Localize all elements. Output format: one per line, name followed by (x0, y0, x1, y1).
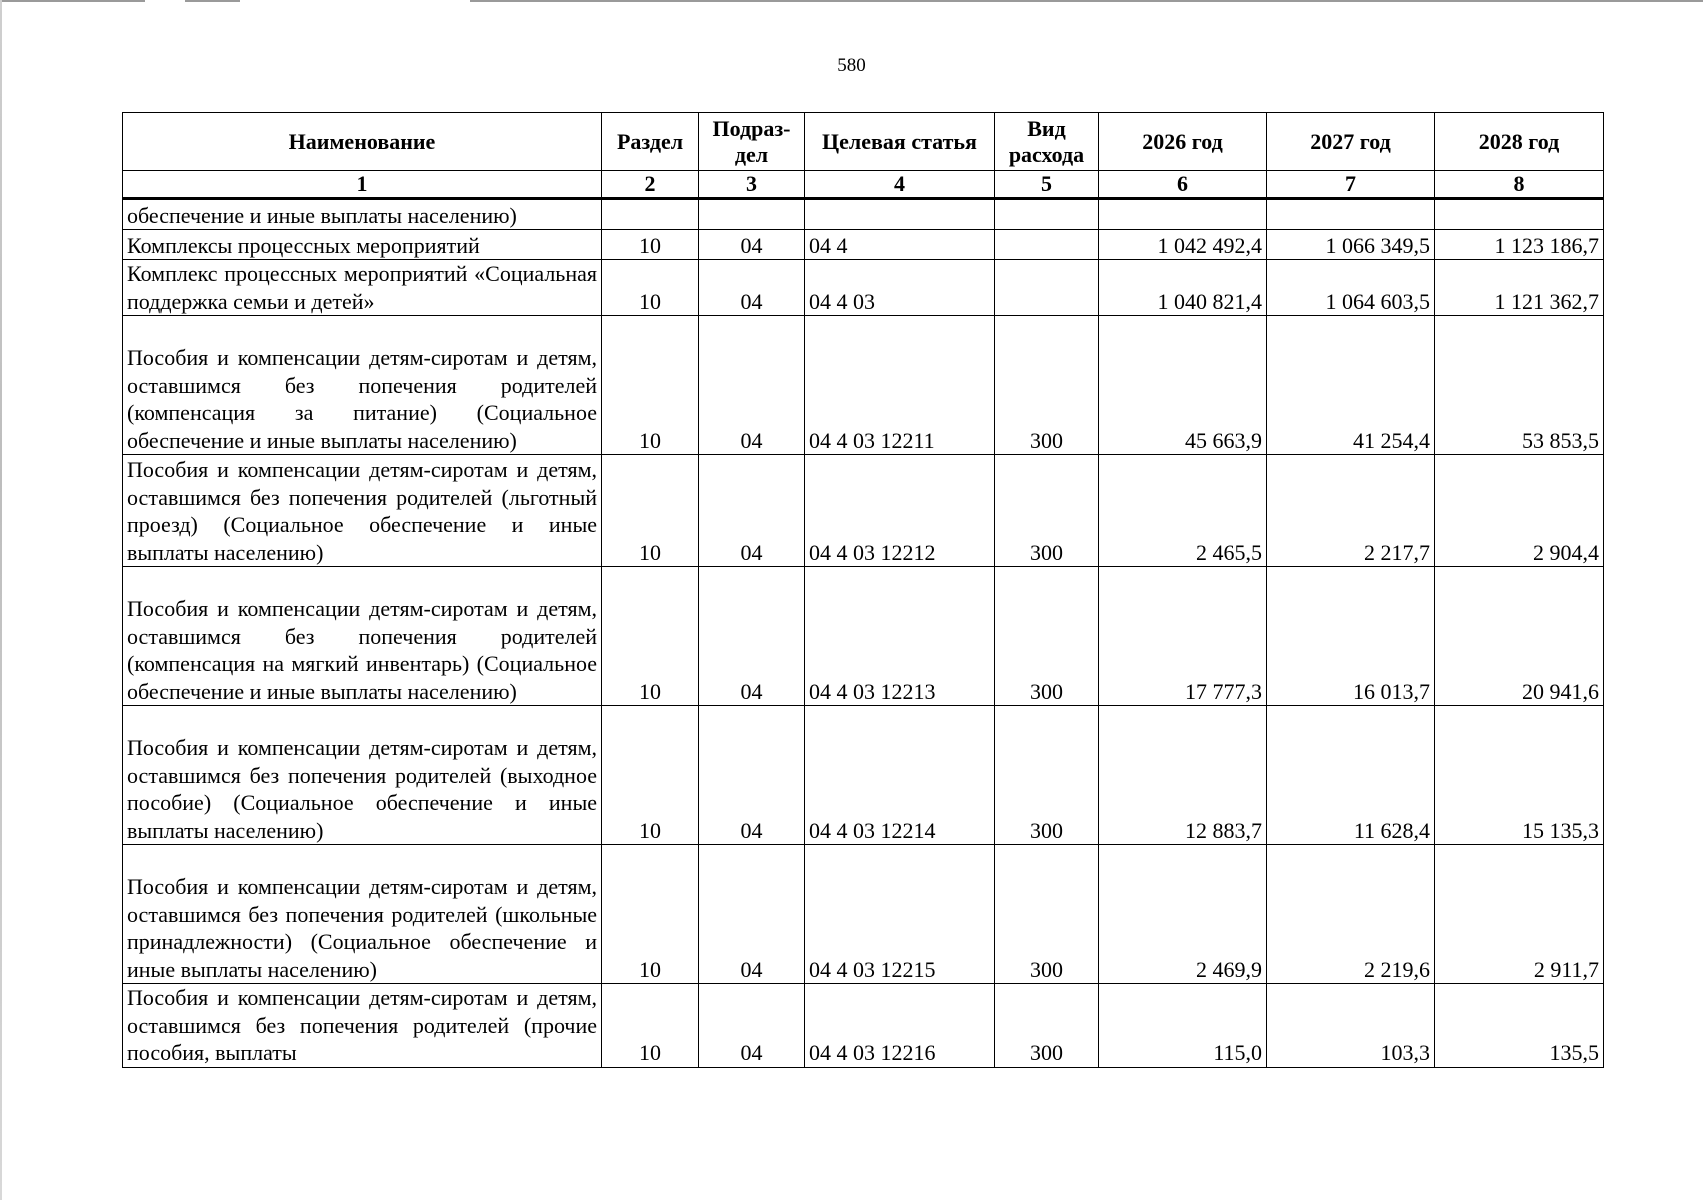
cell-statya: 04 4 03 12215 (805, 845, 995, 984)
header-2027: 2027 год (1267, 113, 1435, 171)
cell-podrazdel: 04 (699, 316, 805, 455)
cell-2027: 2 217,7 (1267, 455, 1435, 567)
cell-razdel: 10 (602, 260, 699, 316)
table-row (123, 260, 1604, 316)
column-number: 7 (1267, 171, 1435, 199)
cell-vid: 300 (995, 316, 1099, 455)
cell-2027: 1 066 349,5 (1267, 230, 1435, 260)
cell-statya: 04 4 03 12211 (805, 316, 995, 455)
scan-edge-segment (470, 0, 1703, 2)
column-number: 4 (805, 171, 995, 199)
table-row (123, 706, 1604, 845)
cell-2026: 1 040 821,4 (1099, 260, 1267, 316)
table-row (123, 567, 1604, 706)
page-number: 580 (837, 55, 866, 76)
cell-vid (995, 199, 1099, 230)
cell-2026: 17 777,3 (1099, 567, 1267, 706)
header-2026: 2026 год (1099, 113, 1267, 171)
cell-podrazdel: 04 (699, 567, 805, 706)
cell-statya: 04 4 03 12213 (805, 567, 995, 706)
cell-2027: 16 013,7 (1267, 567, 1435, 706)
cell-2026: 1 042 492,4 (1099, 230, 1267, 260)
cell-name: Комплексы процессных мероприятий (123, 230, 602, 260)
cell-2027 (1267, 199, 1435, 230)
cell-statya: 04 4 03 12212 (805, 455, 995, 567)
column-number: 1 (123, 171, 602, 199)
cell-2027: 103,3 (1267, 984, 1435, 1068)
cell-2027: 1 064 603,5 (1267, 260, 1435, 316)
scan-edge-left (0, 0, 2, 1200)
cell-name: обеспечение и иные выплаты населению) (123, 199, 602, 230)
cell-2027: 2 219,6 (1267, 845, 1435, 984)
cell-podrazdel: 04 (699, 706, 805, 845)
cell-podrazdel: 04 (699, 260, 805, 316)
table-row (123, 199, 1604, 230)
cell-vid (995, 230, 1099, 260)
cell-2026: 2 465,5 (1099, 455, 1267, 567)
cell-name: Пособия и компенсации детям-сиротам и детям, оставшимся без попечения родителей (компенсация на мягкий инвентарь) (Социальное обеспечение и иные выплаты населению) (123, 567, 602, 706)
cell-podrazdel: 04 (699, 845, 805, 984)
table-row (123, 984, 1604, 1068)
cell-razdel: 10 (602, 230, 699, 260)
cell-razdel: 10 (602, 316, 699, 455)
cell-name: Пособия и компенсации детям-сиротам и детям, оставшимся без попечения родителей (школьные принадлежности) (Социальное обеспечение и иные выплаты населению) (123, 845, 602, 984)
header-name: Наименование (123, 113, 602, 171)
cell-podrazdel: 04 (699, 984, 805, 1068)
cell-vid: 300 (995, 984, 1099, 1068)
budget-table (122, 112, 1604, 1068)
cell-name: Пособия и компенсации детям-сиротам и детям, оставшимся без попечения родителей (компенсация за питание) (Социальное обеспечение и иные выплаты населению) (123, 316, 602, 455)
cell-2026: 12 883,7 (1099, 706, 1267, 845)
column-number: 6 (1099, 171, 1267, 199)
cell-name: Пособия и компенсации детям-сиротам и детям, оставшимся без попечения родителей (выходное пособие) (Социальное обеспечение и иные выплаты населению) (123, 706, 602, 845)
cell-2028: 1 121 362,7 (1435, 260, 1604, 316)
cell-razdel (602, 199, 699, 230)
cell-name: Пособия и компенсации детям-сиротам и детям, оставшимся без попечения родителей (льготный проезд) (Социальное обеспечение и иные выплаты населению) (123, 455, 602, 567)
cell-2026: 2 469,9 (1099, 845, 1267, 984)
cell-podrazdel: 04 (699, 230, 805, 260)
cell-podrazdel: 04 (699, 455, 805, 567)
cell-statya: 04 4 (805, 230, 995, 260)
cell-2028 (1435, 199, 1604, 230)
cell-razdel: 10 (602, 567, 699, 706)
header-podrazdel: Подраз-дел (699, 113, 805, 171)
cell-2028: 1 123 186,7 (1435, 230, 1604, 260)
cell-2027: 41 254,4 (1267, 316, 1435, 455)
cell-2028: 20 941,6 (1435, 567, 1604, 706)
column-number: 3 (699, 171, 805, 199)
cell-statya: 04 4 03 (805, 260, 995, 316)
cell-2028: 53 853,5 (1435, 316, 1604, 455)
cell-name: Пособия и компенсации детям-сиротам и детям, оставшимся без попечения родителей (прочие пособия, выплаты (123, 984, 602, 1068)
cell-name: Комплекс процессных мероприятий «Социальная поддержка семьи и детей» (123, 260, 602, 316)
cell-statya (805, 199, 995, 230)
table-row (123, 230, 1604, 260)
table-header-row (123, 113, 1604, 171)
cell-vid (995, 260, 1099, 316)
cell-vid: 300 (995, 706, 1099, 845)
cell-vid: 300 (995, 567, 1099, 706)
scan-edge-top (0, 0, 1703, 2)
cell-2027: 11 628,4 (1267, 706, 1435, 845)
cell-2028: 2 904,4 (1435, 455, 1604, 567)
scan-edge-segment (185, 0, 240, 2)
cell-2026 (1099, 199, 1267, 230)
table-row (123, 455, 1604, 567)
header-vid: Вид расхода (995, 113, 1099, 171)
cell-2028: 135,5 (1435, 984, 1604, 1068)
table-row (123, 316, 1604, 455)
header-statya: Целевая статья (805, 113, 995, 171)
cell-vid: 300 (995, 845, 1099, 984)
cell-razdel: 10 (602, 845, 699, 984)
cell-podrazdel (699, 199, 805, 230)
cell-statya: 04 4 03 12216 (805, 984, 995, 1068)
column-number-row (123, 171, 1604, 199)
cell-2028: 2 911,7 (1435, 845, 1604, 984)
header-2028: 2028 год (1435, 113, 1604, 171)
scan-edge-segment (0, 0, 145, 2)
column-number: 8 (1435, 171, 1604, 199)
cell-razdel: 10 (602, 455, 699, 567)
cell-statya: 04 4 03 12214 (805, 706, 995, 845)
cell-2028: 15 135,3 (1435, 706, 1604, 845)
column-number: 5 (995, 171, 1099, 199)
cell-2026: 45 663,9 (1099, 316, 1267, 455)
column-number: 2 (602, 171, 699, 199)
cell-razdel: 10 (602, 984, 699, 1068)
header-razdel: Раздел (602, 113, 699, 171)
cell-vid: 300 (995, 455, 1099, 567)
cell-razdel: 10 (602, 706, 699, 845)
table-row (123, 845, 1604, 984)
cell-2026: 115,0 (1099, 984, 1267, 1068)
